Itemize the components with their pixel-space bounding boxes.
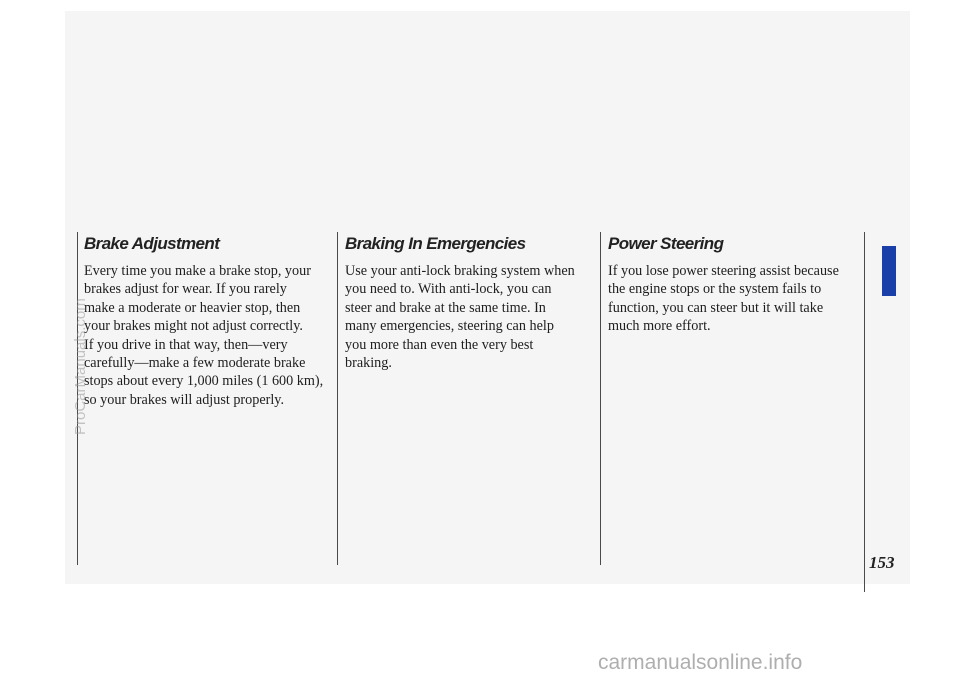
section-power-steering [608, 234, 864, 336]
page-number: 153 [869, 553, 895, 572]
section-body [608, 262, 864, 336]
body-line: many emergencies, steering can help [345, 318, 554, 335]
body-line: braking. [345, 355, 392, 372]
body-line: make a moderate or heavier stop, then [84, 299, 301, 316]
section-tab-marker [882, 246, 896, 296]
section-body [84, 262, 336, 409]
body-line: stops about every 1,000 miles (1 600 km), [84, 373, 324, 390]
body-line: so your brakes will adjust properly. [84, 391, 285, 408]
body-line: steer and brake at the same time. In [345, 299, 546, 316]
body-line: brakes adjust for wear. If you rarely [84, 281, 287, 298]
section-title: Power Steering [608, 234, 724, 253]
column-rule-middle-2 [600, 232, 601, 565]
footer-watermark: carmanualsonline.info [598, 651, 803, 674]
section-title: Brake Adjustment [84, 234, 220, 253]
body-line: much more effort. [608, 318, 711, 335]
column-rule-right [864, 232, 865, 592]
body-line: your brakes might not adjust correctly. [84, 318, 303, 335]
section-brake-adjustment [84, 234, 336, 409]
body-line: Use your anti-lock braking system when [345, 263, 575, 279]
body-line: you more than even the very best [345, 336, 534, 353]
column-rule-middle-1 [337, 232, 338, 565]
body-line: If you drive in that way, then—very [84, 336, 288, 353]
vertical-watermark: ProCarManuals.com [72, 298, 89, 435]
body-line: If you lose power steering assist because [608, 263, 839, 279]
section-braking-in-emergencies [345, 234, 599, 372]
body-line: you need to. With anti-lock, you can [345, 281, 552, 298]
body-line: Every time you make a brake stop, your [84, 263, 311, 279]
section-title: Braking In Emergencies [345, 234, 526, 253]
body-line: carefully—make a few moderate brake [84, 355, 306, 372]
body-line: the engine stops or the system fails to [608, 281, 822, 298]
section-body [345, 262, 599, 372]
body-line: function, you can steer but it will take [608, 299, 824, 316]
